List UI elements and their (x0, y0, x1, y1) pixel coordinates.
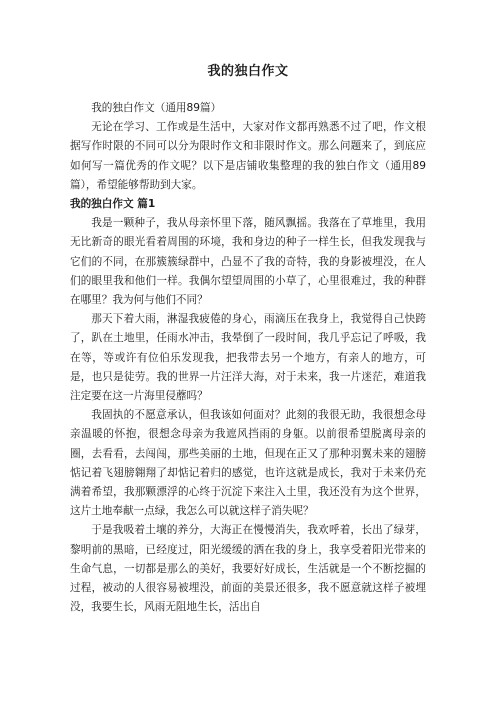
section-heading: 我的独白作文 篇1 (70, 198, 156, 211)
body-paragraph: 那天下着大雨，淋湿我疲倦的身心，雨滴压在我身上，我觉得自己快跨了，趴在土地里，任雨水冲击，我晕倒了一段时间，我几乎忘记了呼吸，我在等，等或许有位伯乐发现我，把我带去另一个地方，有亲人的地方，可是，也只是徒劳。我的世界一片汪洋大海，对于未来，我一片迷茫，难道我注定要在这一片海里侵蘼吗？ (70, 313, 426, 403)
body-paragraph: 我是一颗种子，我从母亲怀里下落，随风飘摇。我落在了草堆里，我用无比新奇的眼光看着周围的环境，我和身边的种子一样生长，但我发现我与它们的不同，在那簇簇绿群中，凸显不了我的奇特，我的身影被埋没，在人们的眼里我和他们一样。我偶尔望望周围的小草了，心里很难过，我的种群在哪里？我为何与他们不同？ (70, 217, 426, 307)
intro-paragraph: 我的独白作文（通用89篇） (91, 102, 222, 114)
document-title: 我的独白作文 (207, 64, 289, 79)
intro-paragraph: 无论在学习、工作或是生活中，大家对作文都再熟悉不过了吧，作文根据写作时限的不同可以分为限时作文和非限时作文。那么问题来了，到底应如何写一篇优秀的作文呢？以下是店铺收集整理的我的独白作文（通用89篇），希望能够帮助到大家。 (70, 121, 426, 191)
body-paragraph: 于是我吸着土壤的养分，大海正在慢慢消失，我欢呼着，长出了绿芽，黎明前的黑暗，已经度过，阳光缓缓的洒在我的身上，我享受着阳光带来的生命气息，一切都是那么的美好，我要好好成长，生活就是一个不断挖掘的过程，被动的人很容易被埋没，前面的美景还很多，我不愿意就这样子被埋没，我要生长，风雨无阻地生长，活出自 (70, 524, 426, 614)
body-paragraph: 我固执的不愿意承认，但我该如何面对？此刻的我很无助，我很想念母亲温暖的怀抱，很想念母亲为我遮风挡雨的身躯。以前很希望脱离母亲的圈，去看看，去闯闯，那些美丽的土地，但现在正又了那种羽翼未来的翅膀惦记着飞翅膀翱翔了却惦记着归的感觉，也许这就是成长，我对于未来仍充满着希望，我那颗漂浮的心终于沉淀下来注入土里，我还没有为这个世界，这片土地奉献一点绿，我怎么可以就这样子消失呢？ (70, 409, 426, 518)
